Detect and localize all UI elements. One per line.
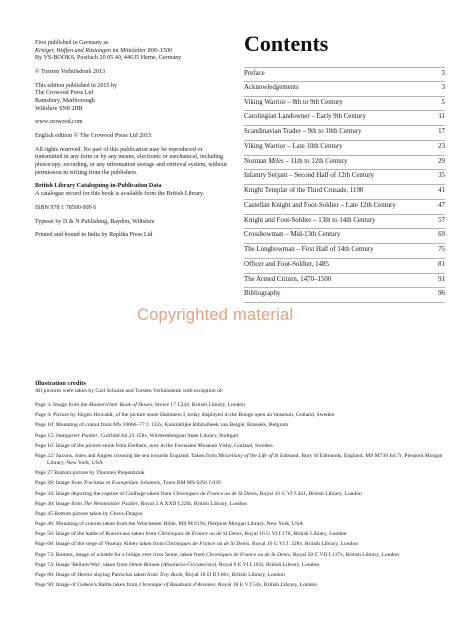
toc-entry-title: Knight Templar of the Third Crusade, 1190 <box>244 187 364 194</box>
contents-heading: Contents <box>244 31 329 56</box>
credit-item <box>35 511 447 518</box>
credit-item <box>35 443 447 450</box>
credit-item <box>35 552 447 559</box>
toc-entry <box>244 170 445 185</box>
credit-text: Page 40: Image from <box>35 500 84 507</box>
credit-source-title: Chroniques de France ou de St Denis <box>172 490 257 497</box>
toc-entry-title: Preface <box>244 70 265 77</box>
credit-text: , Bury St Edmunds, England, MS M736 fol.7r, Pierpont Morgan Library, New York, USA <box>47 452 443 466</box>
contents-section <box>244 31 445 303</box>
credit-item <box>35 491 447 498</box>
cip-block <box>35 183 231 198</box>
toc-entry-page: 75 <box>438 246 445 253</box>
toc-entry-title: Carolingian Landowner – Early 9th Century <box>244 113 366 121</box>
credit-text: , Royal 16 G VI f.441, British Library, London <box>256 490 362 497</box>
credit-text: Page 68: Image of the siege of Vezelay Abbey taken from <box>35 541 166 548</box>
toc-entry-title <box>244 156 348 170</box>
toc-entry-page: 3 <box>441 83 445 91</box>
credit-text: Page 10: Mounting of cutout from MS 10066–77 f. 133v, Koninklijke Bibliotheek van België, Brussels, Belgium <box>35 422 289 429</box>
credit-item <box>35 562 447 569</box>
toc-entry <box>244 215 445 230</box>
toc-entry <box>244 274 445 289</box>
isbn: ISBN 978 1 78500 009 6 <box>35 204 97 211</box>
credit-source-title: Stuttgarter Psalter <box>55 432 98 439</box>
cip-text: A catalogue record for this book is available from the British Library. <box>35 191 205 198</box>
credit-item <box>35 470 447 477</box>
toc-entry <box>244 141 445 156</box>
credit-text: Page 27 Bottom picture by Thorsten Piepenbrink <box>35 470 145 477</box>
toc-entry-title: Infantry Serjant – Second Half of 12th Century <box>244 172 374 180</box>
credit-item <box>35 453 447 467</box>
credit-text: Page 46: Mounting of cutouts taken from the Winchester Bible, MS M 619v, Pierpont Morgan Library, New York, USA <box>35 521 304 528</box>
toc-entry-page: 11 <box>438 113 445 121</box>
credit-list <box>35 402 447 589</box>
toc-entry-title: Viking Warrior – 8th to 9th Century <box>244 98 343 106</box>
credit-text: , Royal 16 G VI f.178, British Library, London <box>241 531 347 538</box>
credit-source-title: Chroniques de France ou de St Denis <box>165 541 250 548</box>
publisher-address-1: Ramsbury, Marlborough <box>35 97 95 104</box>
credit-source-title: Maastrichter Book of Hours <box>88 402 153 408</box>
toc-entry-page: 35 <box>438 172 445 180</box>
typeset-credit: Typeset by D & N Publishing, Baydon, Wiltshire <box>35 218 155 225</box>
credit-source-title: The Westminster Psalter <box>83 500 138 507</box>
credit-text: Page 15: <box>35 432 56 439</box>
credit-item <box>35 501 447 508</box>
credit-text: Page 90: Image of Gideon's Battle taken from <box>35 582 139 589</box>
german-copyright: © Torsten Verhülsdonk 2013 <box>35 68 106 75</box>
toc-entry-page: 91 <box>438 275 445 283</box>
first-published-line: First published in Germany as <box>35 40 109 46</box>
toc-entry <box>244 67 445 82</box>
credit-item <box>35 433 447 440</box>
credit-text: , Stowe 17 f.244, British Library, London <box>152 402 246 408</box>
credits-heading: Illustration credits <box>35 380 86 387</box>
credit-source-title: Chroniques de France ou de St Denis <box>206 551 291 558</box>
illustration-credits <box>35 380 447 592</box>
credit-text: Page 22: Saxons, Jutes and Angles crossing the sea towards England. Taken from <box>35 452 219 459</box>
toc-entry-page: 5 <box>441 98 445 106</box>
credit-source-title: Chronique of Baudouin d'Avennes <box>138 582 216 589</box>
credit-text: , Royal 18 E V f.54v, British Library, London <box>215 582 318 589</box>
toc-list <box>244 67 445 303</box>
printer-credit: Printed and bound in India by Replika Press Ltd <box>35 232 153 239</box>
credit-text: Page 45 Bottom picture taken by Chavs-Dragon <box>35 510 143 517</box>
credit-text: Page 16: Image of the picture stone from Etelhem, now in the Fornsalen Museum Visby, Gotland, Sweden <box>35 442 273 449</box>
cip-heading: British Library Cataloguing-in-Publication Data <box>35 183 162 190</box>
credit-text: Page 80: Image of Hector slaying Patroclus taken from <box>35 572 160 578</box>
toc-entry-title: Scandinavian Trader – 9th to 10th Century <box>244 128 362 135</box>
toc-entry-title: The Longbowman – First Half of 14th Century <box>244 246 374 253</box>
copyright-watermark: Copyrighted material <box>137 306 294 324</box>
english-edition-copyright: English edition © The Crowood Press Ltd 2015 <box>35 133 152 140</box>
rights-statement: All rights reserved. No part of this publication may be reproduced or transmitted in any form or by any means, electronic or mechanical, including photocopy, recording, or any information storage and retrieval system, without permission in writing from the publishers. <box>35 146 227 176</box>
toc-entry-page: 41 <box>438 187 445 194</box>
credit-text: , Royal 18 D II f.66v, British Library, London <box>182 572 285 578</box>
credit-item <box>35 541 447 548</box>
credit-text: Page 3: Image from the <box>35 402 89 408</box>
first-published-block <box>35 40 231 63</box>
website: www.crowood.com <box>35 119 83 126</box>
edition-line: This edition published in 2015 by <box>35 82 118 89</box>
toc-entry-title: Crossbowman – Mid-13th Century <box>244 231 341 239</box>
german-publisher: By VS-BOOKS, Postfach 20 05 40, 44635 Herne, Germany <box>35 55 182 62</box>
credit-text: Page 74: Image 'Bellum/War', taken from <box>35 561 129 568</box>
credit-item <box>35 582 447 589</box>
toc-entry-page: 3 <box>441 70 445 77</box>
toc-entry-title: Viking Warrior – Late 10th Century <box>244 142 343 150</box>
toc-entry-title: Castellan Knight and Foot-Soldier – Late 12th Century <box>244 201 396 209</box>
toc-entry <box>244 97 445 112</box>
toc-entry-page: 17 <box>438 128 445 135</box>
toc-entry <box>244 126 445 141</box>
toc-entry <box>244 185 445 200</box>
credit-item <box>35 412 447 419</box>
toc-entry <box>244 259 445 274</box>
credit-source-title: Miscellany of the Life of St Edmund <box>218 452 299 459</box>
toc-entry-title-italic: Miles <box>268 157 284 165</box>
toc-entry-page: 57 <box>438 216 445 224</box>
original-title: Krieger, Waffen und Rüstungen im Mittelalter 800–1500 <box>35 47 173 54</box>
credits-intro: All pictures were taken by Carl Schulze and Torsten Verhülsdonk with exception of: <box>35 388 224 394</box>
toc-entry-page: 47 <box>438 201 445 209</box>
toc-entry <box>244 111 445 126</box>
credit-item <box>35 572 447 579</box>
toc-entry-title: Bibliography <box>244 290 281 298</box>
toc-entry-page: 69 <box>438 231 445 239</box>
toc-entry <box>244 200 445 215</box>
credit-text: Page 56: Image of the battle of Roncevaux taken from <box>35 531 158 538</box>
imprint-column <box>35 40 231 246</box>
toc-entry-title: The Armed Citizen, 1470–1500 <box>244 275 332 283</box>
credit-source-title: Troy Book <box>159 572 183 578</box>
credit-item <box>35 480 447 487</box>
credit-item <box>35 531 447 538</box>
toc-entry-title-part: – 11th to 12th Century <box>283 157 348 165</box>
toc-entry <box>244 229 445 244</box>
credit-text: Page 73: Bottom, image of a battle for a bridge over river Seine, taken from <box>35 551 207 558</box>
toc-entry-page: 96 <box>438 290 445 298</box>
toc-entry-page: 81 <box>438 260 445 268</box>
toc-entry <box>244 82 445 97</box>
credit-item <box>35 402 447 409</box>
toc-entry-title-part: Norman <box>244 157 269 165</box>
publisher-name: The Crowood Press Ltd <box>35 90 94 97</box>
toc-entry-title: Acknowledgements <box>244 83 299 91</box>
credit-text: , Royal 16 G VI f. 328v, British Library, London <box>249 541 358 548</box>
credit-source-title: Chroniques de France ou de St Denis <box>157 531 242 538</box>
publisher-address-2: Wiltshire SN8 2HR <box>35 105 83 112</box>
credit-source-title: Omne Bonum (Absolucio-Circumcisio) <box>129 561 217 568</box>
toc-entry-page: 29 <box>438 157 445 165</box>
credit-text: , Royal 6 E VI f.183r, British Library, London <box>216 561 320 568</box>
toc-entry <box>244 156 445 171</box>
credit-text: Page 28: Image from <box>35 480 84 487</box>
credit-source-title: Tractatus in Evangelium Johannis <box>83 480 161 487</box>
toc-entry <box>244 244 445 259</box>
toc-entry-title: Officer and Foot-Soldier, 1485 <box>244 260 329 268</box>
credit-text: Page 4: Picture by Jürgen Howaldt, of the picture stone Hammers I, today displayed in the Bunge open air museum, Gotland, Sweden <box>35 412 335 419</box>
edition-block <box>35 83 231 113</box>
credit-text: , Royal 2 A XXII f.220r, British Library, London <box>137 500 248 507</box>
credit-text: , Tours BM MS 0291 f.039 <box>160 480 221 487</box>
toc-entry <box>244 288 445 303</box>
credit-text: , Royal 20 C VII f.137v, British Library, London <box>290 551 399 558</box>
credit-text: , Cod.bibl.fol.23 158v, Württembergian State Library, Stuttgart <box>97 432 239 439</box>
credit-text: Page 34: Image depicting the capture of Carthage taken from <box>35 490 173 497</box>
credit-item <box>35 422 447 429</box>
toc-entry-title: Knight and Foot-Soldier – 13th to 14th Century <box>244 216 376 224</box>
toc-entry-page: 23 <box>438 142 445 150</box>
credit-item <box>35 521 447 528</box>
